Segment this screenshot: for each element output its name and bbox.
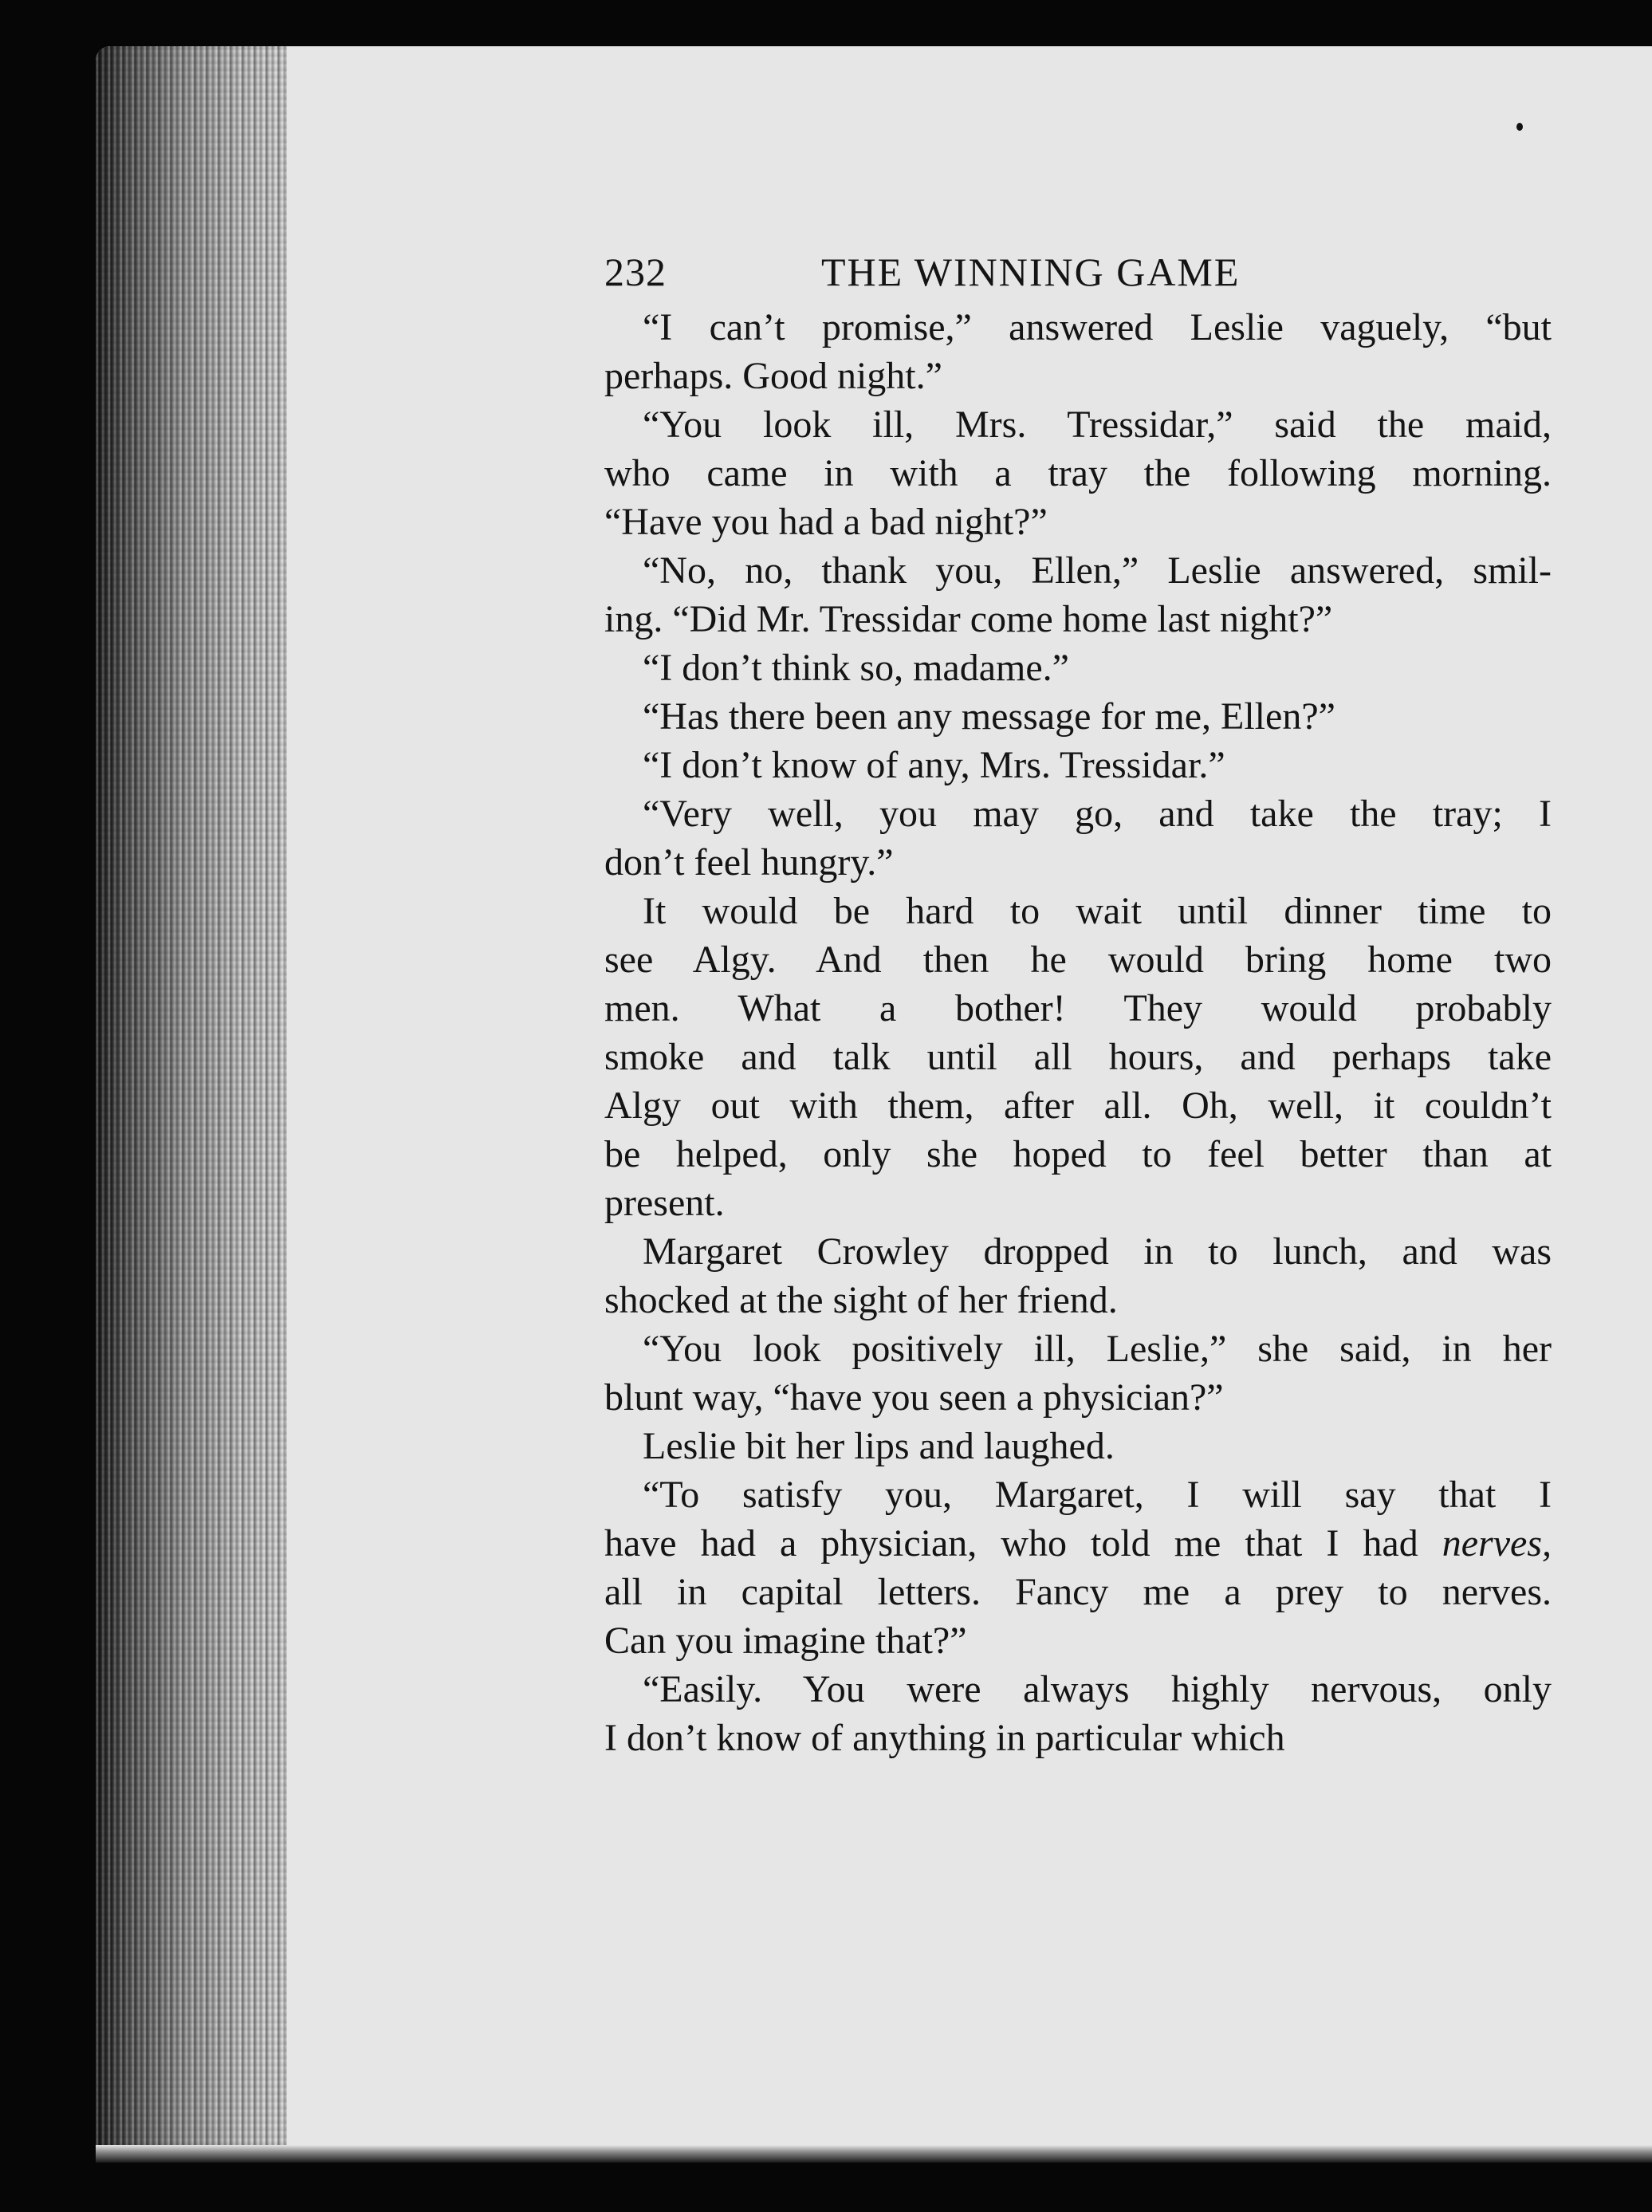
text-line: perhaps. Good night.” (604, 355, 942, 397)
running-head: THE WINNING GAME (821, 250, 1241, 294)
paragraph (604, 400, 1552, 546)
text-line: “I don’t know of any, Mrs. Tressidar.” (643, 744, 1225, 786)
paragraph (604, 1422, 1552, 1470)
italic-word: nerves, (1442, 1522, 1552, 1565)
text-line: be helped, only she hoped to feel better than at (604, 1133, 1552, 1175)
text-line: “I can’t promise,” answered Leslie vaguely, “but (643, 306, 1552, 348)
text-line: “Easily. You were always highly nervous, only (643, 1668, 1552, 1710)
paragraph (604, 887, 1552, 1227)
page-text (604, 239, 1552, 1762)
page-number: 232 (604, 250, 667, 294)
text-line: shocked at the sight of her friend. (604, 1279, 1118, 1321)
paragraph (604, 546, 1552, 644)
text-line: don’t feel hungry.” (604, 841, 894, 884)
paragraph (604, 303, 1552, 400)
paragraph (604, 692, 1552, 741)
page-edges-left (96, 46, 287, 2161)
text-line: “I don’t think so, madame.” (643, 647, 1069, 689)
paragraph (604, 1665, 1552, 1762)
page-edge-bottom (96, 2145, 1652, 2163)
paragraph (604, 644, 1552, 692)
text-line: Margaret Crowley dropped in to lunch, and was (643, 1230, 1552, 1273)
text-line: ing. “Did Mr. Tressidar come home last night?” (604, 598, 1333, 640)
text-line: “To satisfy you, Margaret, I will say that I (643, 1474, 1552, 1516)
body-text (604, 303, 1552, 1762)
paragraph (604, 1324, 1552, 1422)
paragraph (604, 789, 1552, 887)
ink-speck (1516, 123, 1523, 131)
text-line: “Has there been any message for me, Ellen?” (643, 695, 1335, 738)
text-line: It would be hard to wait until dinner time to (643, 890, 1552, 932)
text-line: present. (604, 1182, 725, 1224)
text-line: “No, no, thank you, Ellen,” Leslie answered, smil- (643, 549, 1552, 592)
text-line: see Algy. And then he would bring home two (604, 939, 1552, 981)
text-line: have had a physician, who told me that I had nerves, (604, 1522, 1552, 1565)
paragraph (604, 741, 1552, 789)
text-line: smoke and talk until all hours, and perhaps take (604, 1036, 1552, 1078)
text-line: “You look ill, Mrs. Tressidar,” said the maid, (643, 403, 1552, 446)
text-line: who came in with a tray the following morning. (604, 452, 1552, 494)
text-line: Can you imagine that?” (604, 1620, 967, 1662)
text-line: Algy out with them, after all. Oh, well, it couldn’t (604, 1084, 1552, 1127)
text-line: I don’t know of anything in particular which (604, 1717, 1285, 1759)
text-line: “Have you had a bad night?” (604, 501, 1048, 543)
text-line: all in capital letters. Fancy me a prey to nerves. (604, 1571, 1552, 1613)
text-line: “You look positively ill, Leslie,” she said, in her (643, 1328, 1552, 1370)
paragraph (604, 1227, 1552, 1324)
paragraph (604, 1470, 1552, 1665)
text-line: men. What a bother! They would probably (604, 987, 1552, 1029)
page-header (604, 239, 1552, 303)
text-line: “Very well, you may go, and take the tray; I (643, 793, 1552, 835)
text-line: Leslie bit her lips and laughed. (643, 1425, 1115, 1467)
text-line: blunt way, “have you seen a physician?” (604, 1376, 1224, 1419)
